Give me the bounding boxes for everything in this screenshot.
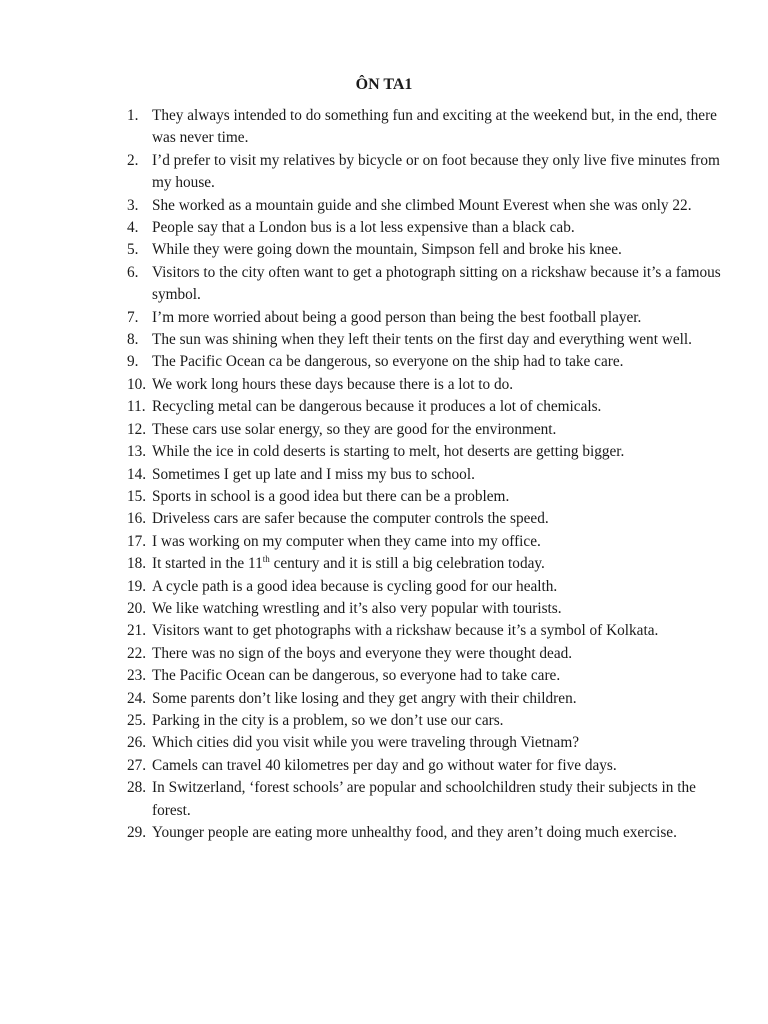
list-item: [127, 531, 727, 553]
item-text: There was no sign of the boys and everyone they were thought dead.: [152, 644, 573, 662]
item-number: 19.: [127, 577, 147, 595]
item-text: Recycling metal can be dangerous because it produces a lot of chemicals.: [152, 398, 602, 416]
item-number: 25.: [127, 711, 147, 729]
item-text: People say that a London bus is a lot less expensive than a black cab.: [152, 219, 575, 237]
list-item: [127, 105, 727, 150]
item-number: 3.: [127, 196, 139, 214]
list-item: [127, 822, 727, 844]
list-item: [127, 508, 727, 530]
item-number: 20.: [127, 599, 147, 617]
list-item: [127, 486, 727, 508]
item-text: They always intended to do something fun and exciting at the weekend but, in the end, there was never time.: [152, 107, 717, 147]
list-item: [127, 665, 727, 687]
list-item: [127, 732, 727, 754]
item-text: I’d prefer to visit my relatives by bicycle or on foot because they only live five minutes from my house.: [152, 151, 720, 192]
item-text-start: It started in the 11: [152, 555, 263, 573]
item-text: Driveless cars are safer because the computer controls the speed.: [152, 510, 549, 528]
item-number: 6.: [127, 263, 139, 281]
list-item: [127, 239, 727, 261]
list-item: [127, 374, 727, 396]
item-text: These cars use solar energy, so they are good for the environment.: [152, 420, 557, 438]
item-text: The Pacific Ocean can be dangerous, so everyone had to take care.: [152, 667, 561, 685]
item-number: 8.: [127, 331, 139, 349]
item-number: 18.: [127, 555, 147, 573]
list-item: [127, 217, 727, 239]
item-number: 11.: [127, 398, 146, 416]
list-item: [127, 262, 727, 307]
item-number: 10.: [127, 375, 147, 393]
item-text: Younger people are eating more unhealthy food, and they aren’t doing much exercise.: [152, 824, 677, 841]
list-item: [127, 329, 727, 351]
list-item: [127, 441, 727, 463]
item-text: A cycle path is a good idea because is cycling good for our health.: [152, 577, 558, 595]
list-item: [127, 755, 727, 777]
list-item: [127, 150, 727, 195]
item-text: Visitors to the city often want to get a photograph sitting on a rickshaw because it’s a famous symbol.: [152, 263, 721, 304]
item-number: 29.: [127, 824, 147, 841]
item-text: In Switzerland, ‘forest schools’ are popular and schoolchildren study their subjects in the forest.: [152, 779, 696, 819]
item-number: 14.: [127, 465, 147, 483]
item-text: Which cities did you visit while you were traveling through Vietnam?: [152, 734, 580, 752]
list-item: [127, 576, 727, 598]
list-item: [127, 351, 727, 373]
item-number: 24.: [127, 689, 147, 707]
item-text: We work long hours these days because there is a lot to do.: [152, 375, 514, 393]
page-title: ÔN TA1: [355, 76, 413, 93]
list-item: [127, 710, 727, 732]
item-number: 17.: [127, 532, 147, 550]
item-number: 22.: [127, 644, 147, 662]
item-number: 5.: [127, 241, 139, 259]
item-text: I was working on my computer when they came into my office.: [152, 532, 541, 550]
list-item: [127, 419, 727, 441]
ordinal-superscript: th: [262, 554, 270, 565]
item-number: 12.: [127, 420, 147, 438]
list-item: [127, 195, 727, 217]
item-number: 9.: [127, 353, 139, 371]
list-item: [127, 396, 727, 418]
item-text: We like watching wrestling and it’s also very popular with tourists.: [152, 599, 562, 617]
item-number: 27.: [127, 756, 147, 774]
item-number: 7.: [127, 308, 139, 326]
item-number: 16.: [127, 510, 147, 528]
sentence-list: [127, 105, 727, 844]
item-number: 1.: [127, 107, 139, 124]
item-text: While they were going down the mountain, Simpson fell and broke his knee.: [152, 241, 622, 259]
item-text: Sometimes I get up late and I miss my bus to school.: [152, 465, 475, 483]
item-text: [152, 553, 727, 575]
list-item: [127, 620, 727, 642]
list-item: [127, 777, 727, 822]
list-item: [127, 464, 727, 486]
list-item: [127, 307, 727, 329]
list-item: [127, 688, 727, 710]
item-number: 28.: [127, 779, 147, 797]
item-text: While the ice in cold deserts is starting to melt, hot deserts are getting bigger.: [152, 443, 625, 461]
item-text: She worked as a mountain guide and she climbed Mount Everest when she was only 22.: [152, 196, 692, 214]
item-text: Some parents don’t like losing and they get angry with their children.: [152, 689, 577, 707]
item-number: 13.: [127, 443, 147, 461]
item-text: Visitors want to get photographs with a rickshaw because it’s a symbol of Kolkata.: [152, 622, 659, 640]
item-text: Parking in the city is a problem, so we don’t use our cars.: [152, 711, 504, 729]
item-text-end: century and it is still a big celebration today.: [269, 555, 545, 573]
item-number: 21.: [127, 622, 147, 640]
item-text: Camels can travel 40 kilometres per day and go without water for five days.: [152, 756, 617, 774]
item-number: 26.: [127, 734, 147, 752]
item-text: The Pacific Ocean ca be dangerous, so everyone on the ship had to take care.: [152, 353, 624, 371]
list-item: [127, 553, 727, 575]
item-text: I’m more worried about being a good person than being the best football player.: [152, 308, 642, 326]
item-text: The sun was shining when they left their tents on the first day and everything went well.: [152, 331, 692, 349]
item-text: Sports in school is a good idea but there can be a problem.: [152, 487, 510, 505]
item-number: 4.: [127, 219, 139, 237]
list-item: [127, 598, 727, 620]
item-number: 23.: [127, 667, 147, 685]
item-number: 2.: [127, 151, 139, 169]
item-number: 15.: [127, 487, 147, 505]
list-item: [127, 643, 727, 665]
